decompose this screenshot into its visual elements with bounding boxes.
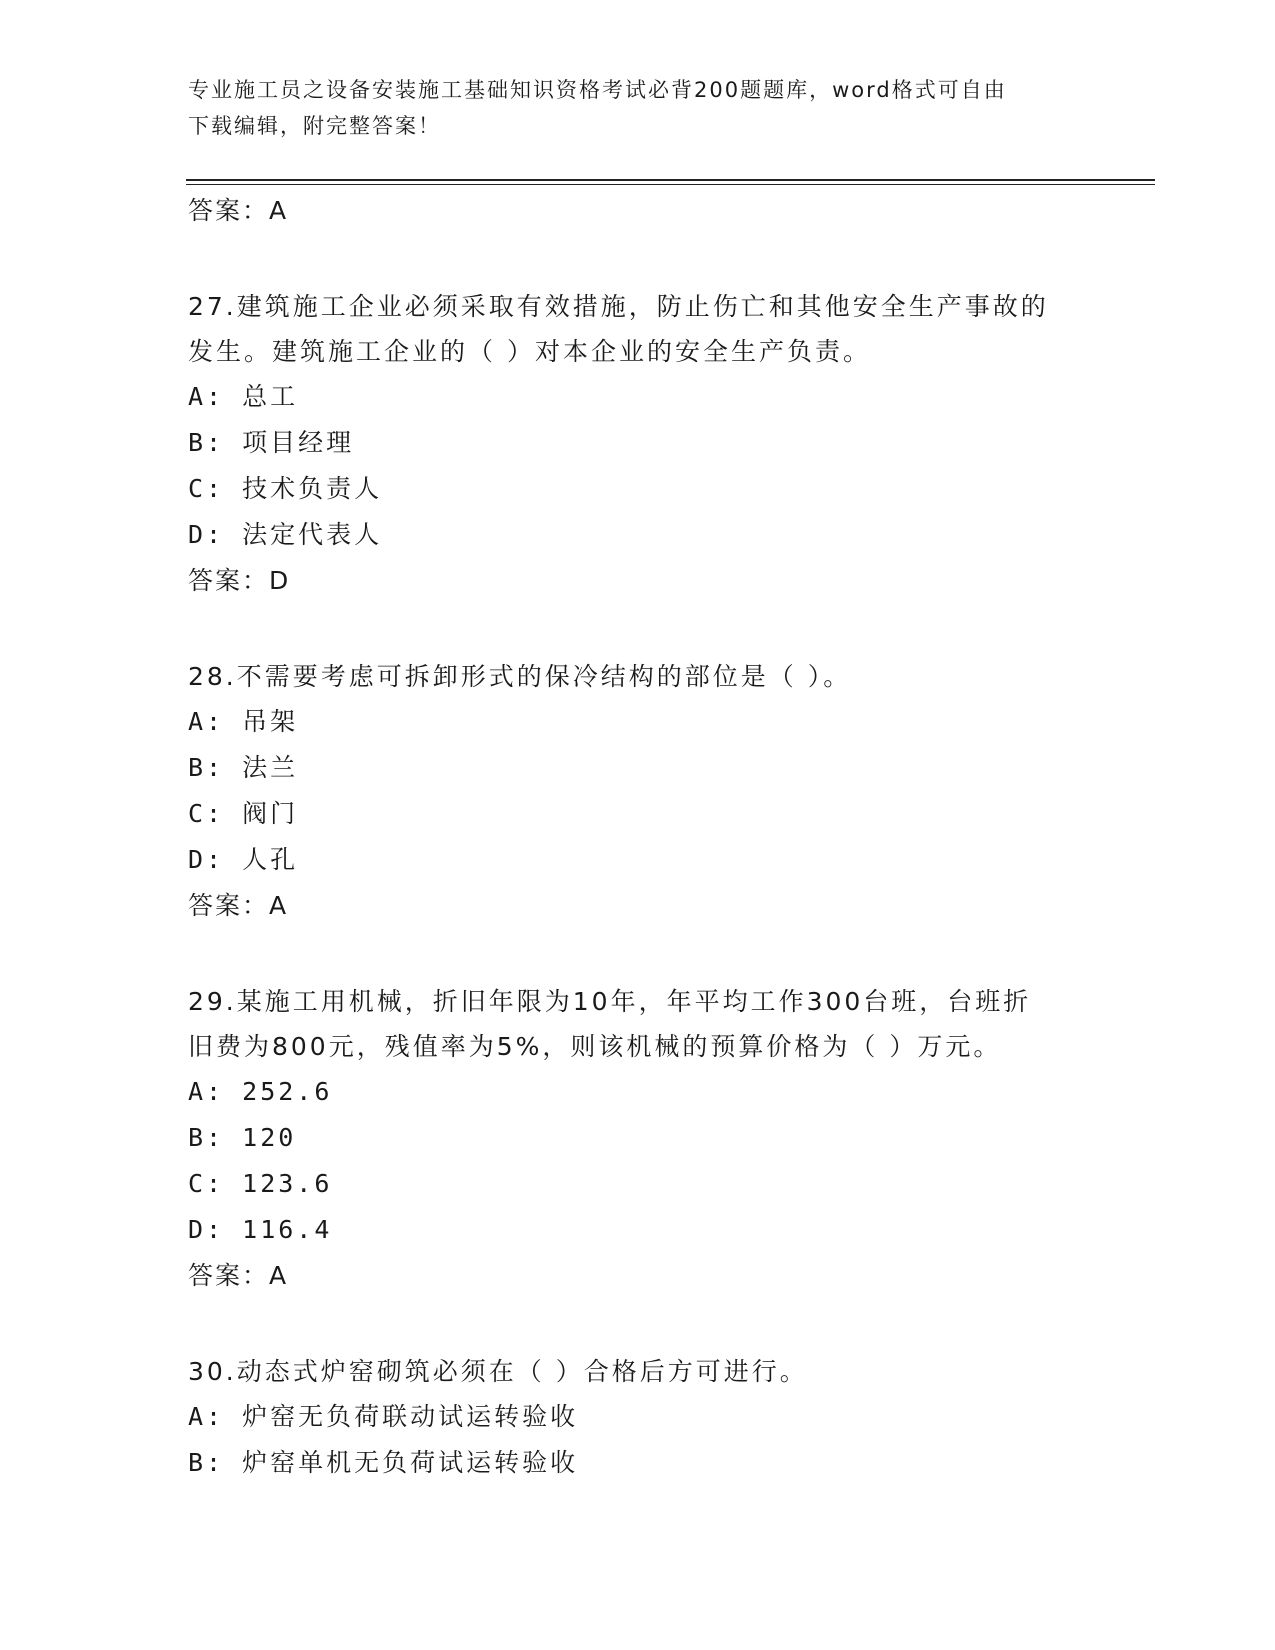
option-key: C: <box>188 799 243 828</box>
answer-line: 答案：D <box>188 566 291 595</box>
option-text: 技术负责人 <box>242 474 383 503</box>
option-key: C: <box>188 474 243 503</box>
option-b <box>188 745 1088 791</box>
option-b <box>188 1115 1088 1161</box>
header-line-1: 专业施工员之设备安装施工基础知识资格考试必背200题题库，word格式可自由 <box>188 78 1007 102</box>
option-text: 项目经理 <box>242 428 355 457</box>
option-key: B: <box>188 1448 243 1477</box>
question-stem: 27.建筑施工企业必须采取有效措施，防止伤亡和其他安全生产事故的 <box>188 292 1049 321</box>
option-d <box>188 512 1088 558</box>
question-stem: 旧费为800元，残值率为5%，则该机械的预算价格为（ ）万元。 <box>188 1032 1002 1061</box>
page-header <box>188 72 1088 144</box>
question-28 <box>188 654 1088 929</box>
option-key: C: <box>188 1169 243 1198</box>
option-a <box>188 699 1088 745</box>
option-text: 炉窑单机无负荷试运转验收 <box>242 1448 579 1477</box>
option-text: 人孔 <box>242 845 299 874</box>
option-d <box>188 1207 1088 1253</box>
option-a <box>188 1069 1088 1115</box>
question-29 <box>188 979 1088 1299</box>
option-a <box>188 1394 1088 1440</box>
option-key: B: <box>188 753 243 782</box>
option-b <box>188 1440 1088 1486</box>
option-key: D: <box>188 520 243 549</box>
option-key: A: <box>188 1077 243 1106</box>
question-stem: 29.某施工用机械，折旧年限为10年，年平均工作300台班，台班折 <box>188 987 1032 1016</box>
header-divider <box>186 179 1155 181</box>
option-key: A: <box>188 707 243 736</box>
option-text: 阀门 <box>242 799 299 828</box>
option-key: D: <box>188 845 243 874</box>
option-b <box>188 420 1088 466</box>
option-text: 116.4 <box>242 1215 333 1244</box>
option-text: 252.6 <box>242 1077 333 1106</box>
option-key: A: <box>188 382 243 411</box>
option-text: 法兰 <box>242 753 299 782</box>
question-27 <box>188 284 1088 604</box>
option-text: 123.6 <box>242 1169 333 1198</box>
answer-line: 答案：A <box>188 891 289 920</box>
option-key: B: <box>188 1123 243 1152</box>
option-a <box>188 374 1088 420</box>
answer-line: 答案：A <box>188 1261 289 1290</box>
option-text: 总工 <box>242 382 299 411</box>
option-c <box>188 791 1088 837</box>
question-30 <box>188 1349 1088 1486</box>
option-key: A: <box>188 1402 243 1431</box>
option-c <box>188 466 1088 512</box>
question-stem: 30.动态式炉窑砌筑必须在（ ）合格后方可进行。 <box>188 1357 808 1386</box>
header-divider-thin <box>186 184 1155 185</box>
option-d <box>188 837 1088 883</box>
option-key: D: <box>188 1215 243 1244</box>
option-text: 炉窑无负荷联动试运转验收 <box>242 1402 579 1431</box>
question-stem: 发生。建筑施工企业的（ ）对本企业的安全生产负责。 <box>188 337 871 366</box>
option-text: 120 <box>242 1123 297 1152</box>
option-c <box>188 1161 1088 1207</box>
option-key: B: <box>188 428 243 457</box>
option-text: 法定代表人 <box>242 520 383 549</box>
main-content <box>188 188 1088 1486</box>
header-line-2: 下载编辑，附完整答案！ <box>188 114 441 138</box>
answer-line: 答案：A <box>188 196 289 225</box>
question-stem: 28.不需要考虑可拆卸形式的保冷结构的部位是（ ）。 <box>188 662 852 691</box>
option-text: 吊架 <box>242 707 299 736</box>
